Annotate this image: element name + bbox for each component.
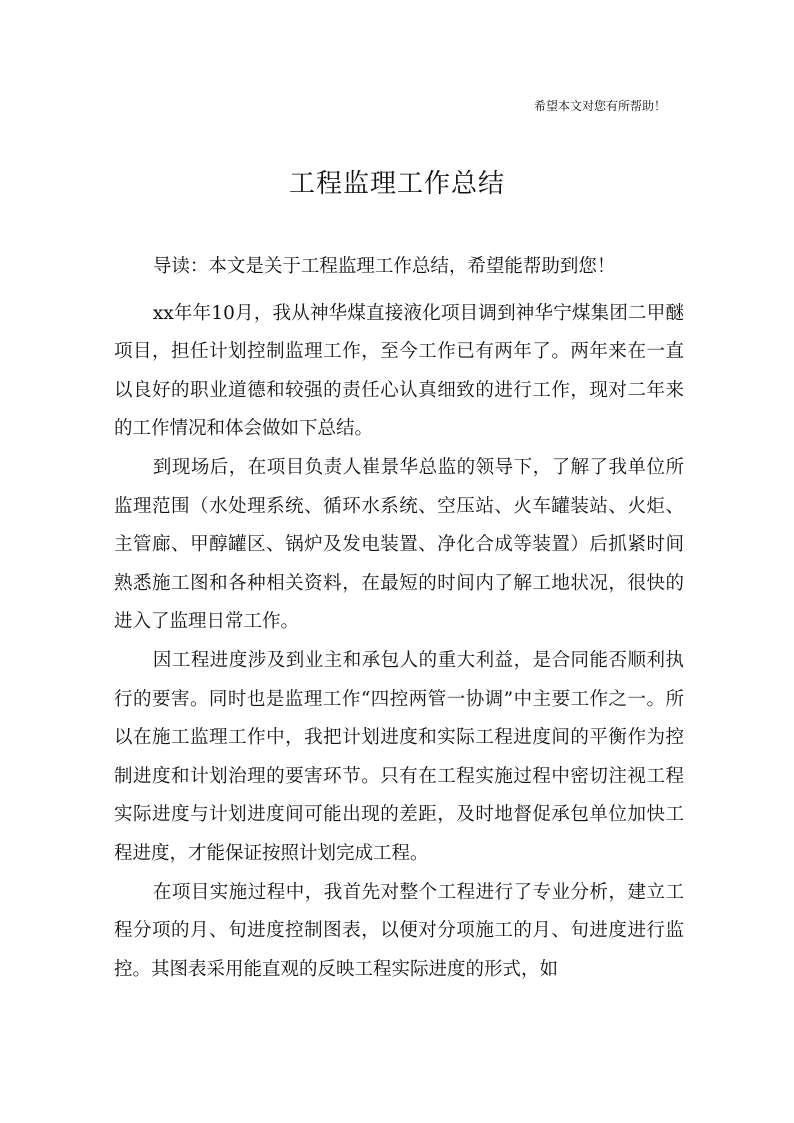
body-paragraph-4: 在项目实施过程中，我首先对整个工程进行了专业分析，建立工程分项的月、旬进度控制图表，以便对分项施工的月、旬进度进行监控。其图表采用能直观的反映工程实际进度的形式，如 — [114, 881, 684, 980]
document-body — [114, 248, 684, 989]
body-paragraph-3: 因工程进度涉及到业主和承包人的重大利益，是合同能否顺利执行的要害。同时也是监理工作“四控两管一协调”中主要工作之一。所以在施工监理工作中，我把计划进度和实际工程进度间的平衡作为控制进度和计划治理的要害环节。只有在工程实施过程中密切注视工程实际进度与计划进度间可能出现的差距，及时地督促承包单位加快工程进度，才能保证按照计划完成工程。 — [114, 649, 684, 864]
body-paragraph-2: 到现场后，在项目负责人崔景华总监的领导下，了解了我单位所监理范围（水处理系统、循环水系统、空压站、火车罐装站、火炬、主管廊、甲醇罐区、锅炉及发电装置、净化合成等装置）后抓紧时间熟悉施工图和各种相关资料，在最短的时间内了解工地状况，很快的进入了监理日常工作。 — [114, 456, 684, 633]
header-note: 希望本文对您有所帮助！ — [533, 99, 666, 113]
document-title: 工程监理工作总结 — [288, 169, 505, 199]
lead-paragraph: 导读：本文是关于工程监理工作总结，希望能帮助到您！ — [152, 256, 616, 277]
body-paragraph-1: xx年年10月，我从神华煤直接液化项目调到神华宁煤集团二甲醚项目，担任计划控制监理工作，至今工作已有两年了。两年来在一直以良好的职业道德和较强的责任心认真细致的进行工作，现对二年来的工作情况和体会做如下总结。 — [114, 302, 684, 440]
